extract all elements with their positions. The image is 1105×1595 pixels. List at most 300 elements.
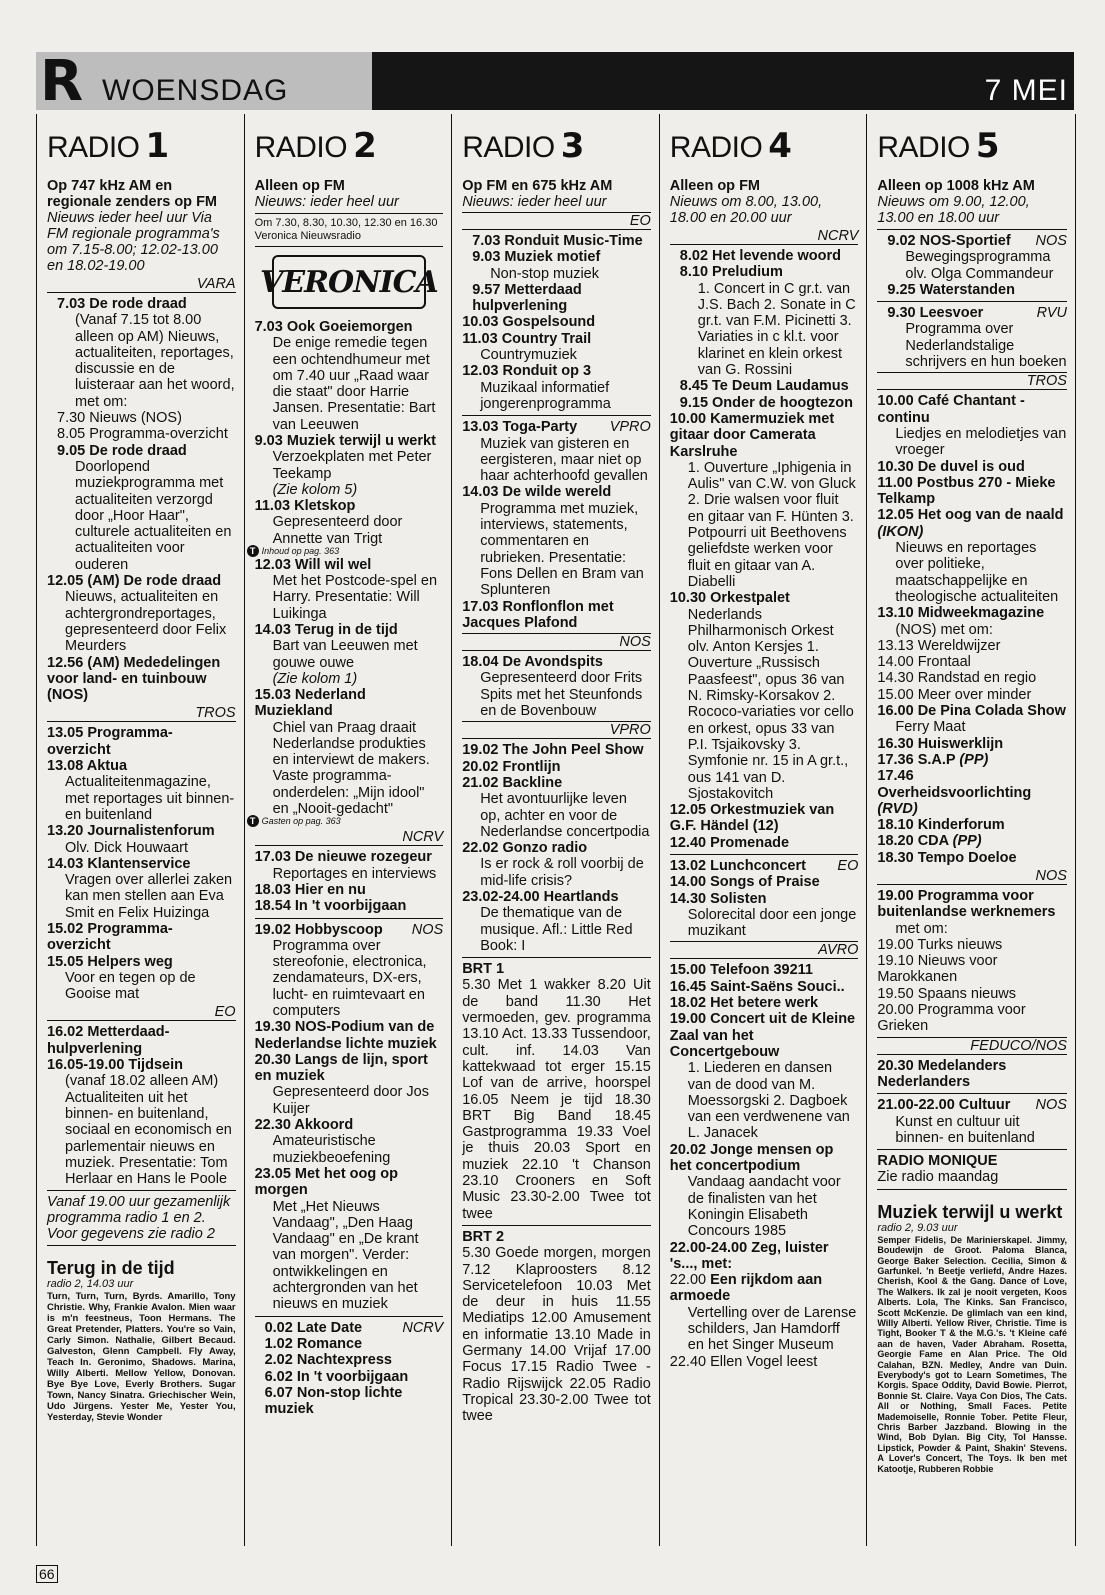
program-entry bbox=[47, 296, 236, 410]
program-desc: Liedjes en melodietjes van vroeger bbox=[895, 425, 1067, 459]
feature-subtitle: radio 2, 14.03 uur bbox=[47, 1278, 134, 1291]
program-entry bbox=[877, 475, 1067, 508]
divider bbox=[462, 957, 651, 958]
program-entry bbox=[255, 922, 444, 1020]
program-title: 8.10 Preludium bbox=[679, 264, 783, 281]
program-entry bbox=[462, 233, 651, 249]
program-desc: Muzikaal informatief jongerenprogramma bbox=[480, 379, 611, 412]
program-desc: Vragen over allerlei zaken kan men stellen aan Eva Smit en Felix Huizinga bbox=[65, 872, 233, 921]
feature-playlist: Turn, Turn, Turn, Byrds. Amarillo, Tony Christie. Why, Frankie Avalon. Mien waar is m'n feestneus, Toon Hermans. The Great Pretender, Platters. You're so Vain, Carly Simon. Nathalie, Gilbert Becaud. Galveston, Glenn Campbell. Fly Away, Teach In. Geronimo, Shadows. Marina, Willy Alberti. Mellow Yellow, Donovan. Bye Bye Love, Everly Brothers. Sugar Town, Nancy Sinatra. Griechischer Wein, Udo Jürgens. Yester Me, Yester You, Yesterday, Stevie Wonder bbox=[47, 1291, 236, 1424]
broadcaster: (PP) bbox=[959, 751, 989, 768]
broadcaster: AVRO bbox=[670, 941, 859, 959]
column-radio2 bbox=[245, 114, 453, 1546]
broadcaster: NCRV bbox=[670, 228, 859, 245]
channel-number: 1 bbox=[145, 126, 169, 166]
program-title: 19.00 Programma voor buitenlandse werknemers bbox=[877, 887, 1056, 921]
program-entry bbox=[462, 314, 651, 330]
divider bbox=[670, 854, 859, 855]
program-desc: Gepresenteerd door Frits Spits met het Steunfonds en de Bovenbouw bbox=[480, 670, 643, 720]
program-entry bbox=[877, 752, 1067, 768]
program-title: 9.03 Muziek terwijl u werkt bbox=[254, 433, 436, 450]
program-desc: met om: bbox=[895, 920, 948, 937]
program-title: 7.03 De rode draad bbox=[57, 296, 187, 312]
program-entry bbox=[670, 1142, 859, 1240]
program-title: 7.03 Ook Goeiemorgen bbox=[254, 319, 413, 335]
program-entry bbox=[670, 1272, 859, 1353]
broadcaster: NOS bbox=[877, 868, 1067, 885]
program-desc: Reportages en interviews bbox=[272, 865, 437, 882]
program-entry: 8.05 Programma-overzicht bbox=[57, 426, 228, 443]
program-title: 6.07 Non-stop lichte muziek bbox=[264, 1384, 403, 1418]
program-desc: Programma met muziek, interviews, statements, commentaren en rubrieken. Presentatie: Fons Dellen en Bram van Splunteren bbox=[480, 500, 644, 599]
program-desc: Ferry Maat bbox=[895, 719, 966, 736]
program-entry bbox=[255, 319, 444, 433]
program-title: 9.05 De rode draad bbox=[57, 442, 187, 459]
program-desc: Non-stop muziek bbox=[490, 265, 599, 282]
feature-title: Terug in de tijd bbox=[47, 1258, 175, 1279]
program-entry bbox=[877, 817, 1067, 833]
program-entry bbox=[877, 768, 1067, 817]
program-entry bbox=[670, 378, 859, 394]
broadcaster: RVU bbox=[1036, 305, 1067, 322]
program-entry bbox=[670, 590, 859, 802]
page-number: 66 bbox=[36, 1565, 58, 1583]
program-entry bbox=[47, 573, 236, 654]
channel-heading bbox=[877, 126, 1067, 166]
program-desc: De thematique van de musique. Afl.: Little Red Book: I bbox=[480, 905, 633, 954]
program-title: 23.02-24.00 Heartlands bbox=[462, 888, 619, 905]
program-ref: (Zie kolom 5) bbox=[272, 481, 358, 498]
program-entry bbox=[255, 1320, 444, 1336]
program-entry bbox=[462, 599, 651, 632]
program-desc: Olv. Dick Houwaart bbox=[65, 839, 189, 856]
program-desc: Het avontuurlijke leven op, achter en voor de Nederlandse concertpodia bbox=[480, 791, 650, 840]
program-entry bbox=[670, 1240, 859, 1273]
program-title: 10.03 Gospelsound bbox=[462, 314, 596, 331]
program-entry bbox=[877, 605, 1067, 638]
program-title: 1.02 Romance bbox=[264, 1335, 363, 1352]
channel-label: RADIO bbox=[669, 131, 763, 164]
program-entry bbox=[462, 742, 651, 758]
page-banner bbox=[36, 49, 1074, 114]
program-entry bbox=[462, 775, 651, 840]
program-entry bbox=[255, 898, 444, 914]
program-desc: Verzoekplaten met Peter Teekamp bbox=[272, 449, 432, 482]
program-title: 8.02 Het levende woord bbox=[679, 248, 841, 264]
program-desc: Programma over stereofonie, electronica, zendamateurs, DX-ers, lucht- en ruimtevaart en computers bbox=[272, 937, 427, 1019]
broadcaster: (IKON) bbox=[877, 523, 924, 540]
divider bbox=[255, 1316, 444, 1317]
program-title: 18.30 Tempo Doeloe bbox=[877, 849, 1017, 866]
channel-note: Nieuws: ieder heel uur bbox=[462, 194, 607, 210]
program-title: 9.57 Metterdaad hulpverlening bbox=[472, 281, 582, 315]
program-title: 0.02 Late Date bbox=[264, 1319, 363, 1336]
program-title: 8.45 Te Deum Laudamus bbox=[679, 378, 849, 395]
program-entry bbox=[877, 1058, 1067, 1091]
program-desc: Doorlopend muziekprogramma met actualiteiten verzorgd door „Hoor Haar", culturele actualiteiten en actualiteiten voor ouderen bbox=[75, 458, 232, 573]
program-entry bbox=[47, 725, 236, 758]
page-reference-text: Inhoud op pag. 363 bbox=[261, 545, 340, 556]
divider bbox=[47, 1190, 236, 1191]
program-entry bbox=[47, 921, 236, 954]
program-entry bbox=[255, 1336, 444, 1352]
program-title: 2.02 Nachtexpress bbox=[264, 1352, 392, 1369]
program-title: 12.05 Orkestmuziek van G.F. Händel (12) bbox=[669, 802, 835, 835]
channel-subtitle: Alleen op FM bbox=[254, 178, 345, 194]
program-entry bbox=[462, 759, 651, 775]
program-title: 10.00 Kamermuziek met gitaar door Camerata Karslruhe bbox=[669, 410, 835, 460]
program-entry bbox=[670, 891, 859, 940]
program-desc: 1. Liederen en dansen van de dood van M. Moessorgski 2. Dagboek van een verdwenene van L. Janacek bbox=[687, 1060, 850, 1142]
program-title: 19.02 Hobbyscoop bbox=[254, 921, 383, 938]
program-desc: (NOS) met om: bbox=[895, 621, 993, 638]
brt2-heading: BRT 2 bbox=[462, 1228, 505, 1245]
program-title: 13.03 Toga-Party bbox=[462, 419, 578, 436]
program-entry: 19.10 Nieuws voor Marokkanen bbox=[877, 953, 998, 986]
program-title: 10.30 Orkestpalet bbox=[669, 590, 790, 607]
channel-heading bbox=[255, 126, 444, 166]
program-title: 18.04 De Avondspits bbox=[462, 654, 603, 671]
radio-letter-logo: R bbox=[40, 49, 84, 114]
brt1-schedule: 5.30 Met 1 wakker 8.20 Uit de band 11.30 Het vermoeden, gev. programma 13.10 Act. 13.33 Tussendoor, cult. inf. 14.03 Van kattekwaad tot erger 15.15 Lof van de arrive, hoorspel 16.05 Neem je tijd 18.30 BRT Big Band 18.45 Gastprogramma 19.33 Voel je thuis 20.03 Sport en muziek 22.10 't Chanson 23.10 Crooners en Soft Music 23.30-2.00 Twee tot twee bbox=[462, 977, 651, 1222]
program-entry bbox=[255, 1352, 444, 1368]
broadcaster: EO bbox=[837, 857, 859, 874]
program-entry bbox=[670, 995, 859, 1011]
broadcaster: TROS bbox=[877, 372, 1067, 390]
program-title: 14.03 Terug in de tijd bbox=[254, 622, 398, 639]
program-desc: Programma over Nederlandstalige schrijvers en hun boeken bbox=[905, 321, 1067, 371]
program-title: 9.25 Waterstanden bbox=[887, 281, 1015, 298]
divider bbox=[877, 1189, 1067, 1190]
program-entry bbox=[255, 882, 444, 898]
program-entry: 19.00 Turks nieuws bbox=[877, 936, 1003, 953]
program-title: 21.02 Backline bbox=[462, 774, 563, 791]
program-entry bbox=[462, 331, 651, 364]
program-desc: Nieuws en reportages over politieke, maatschappelijke en theologische actualiteiten bbox=[895, 540, 1059, 605]
program-entry: 19.50 Spaans nieuws bbox=[877, 985, 1017, 1002]
program-title: 20.02 Jonge mensen op het concertpodium bbox=[669, 1141, 834, 1175]
program-entry bbox=[877, 850, 1067, 866]
veronica-logo: VERONICA bbox=[272, 255, 426, 309]
column-radio3 bbox=[452, 114, 660, 1546]
program-title: 9.02 NOS-Sportief bbox=[887, 233, 1011, 249]
broadcaster: NOS bbox=[462, 633, 651, 651]
channel-subtitle: Op FM en 675 kHz AM bbox=[462, 178, 613, 194]
program-title: 14.00 Songs of Praise bbox=[669, 874, 820, 891]
broadcaster: NCRV bbox=[402, 1319, 444, 1336]
program-entry bbox=[47, 758, 236, 823]
channel-heading bbox=[670, 126, 859, 166]
program-desc: Vandaag aandacht voor de finalisten van het Koningin Elisabeth Concours 1985 bbox=[687, 1174, 841, 1240]
program-title: 22.02 Gonzo radio bbox=[462, 840, 588, 857]
program-title: 18.20 CDA bbox=[877, 833, 949, 850]
program-title: 12.05 (AM) De rode draad bbox=[47, 573, 222, 590]
program-desc: Nederlands Philharmonisch Orkest olv. Anton Kersjes 1. Ouverture „Russisch Paasfeest", opus 36 van N. Rimsky-Korsakov 2. Rococo-variaties vor cello en orkest, opus 33 van P.I. Tsjaikovsky 3. Symfonie nr. 15 in A gr.t., ous 141 van D. Sjostakovitch bbox=[687, 606, 854, 802]
program-entry bbox=[47, 1024, 236, 1057]
program-title: 19.30 NOS-Podium van de Nederlandse lichte muziek bbox=[254, 1019, 437, 1052]
program-entry bbox=[877, 459, 1067, 475]
program-title: 15.02 Programma-overzicht bbox=[47, 920, 173, 954]
program-title: 21.00-22.00 Cultuur bbox=[877, 1097, 1011, 1114]
program-desc: (vanaf 18.02 alleen AM) Actualiteiten uit het binnen- en buitenland, sociaal en economisch en parlementair nieuws en muziek. Presentatie: Tom Herlaar en Hans le Poole bbox=[65, 1073, 232, 1188]
program-title: 16.30 Huiswerklijn bbox=[877, 735, 1004, 752]
broadcaster: VARA bbox=[47, 276, 236, 293]
banner-right bbox=[372, 52, 1074, 110]
program-entry: 20.00 Programma voor Grieken bbox=[877, 1002, 1026, 1035]
program-entry bbox=[877, 282, 1067, 298]
program-entry bbox=[462, 840, 651, 889]
brt1-heading: BRT 1 bbox=[462, 961, 505, 978]
program-title: 13.10 Midweekmagazine bbox=[877, 605, 1045, 622]
program-entry bbox=[877, 305, 1067, 370]
program-entry bbox=[670, 248, 859, 264]
program-entry: 22.40 Ellen Vogel leest bbox=[669, 1353, 818, 1370]
program-title: 18.02 Het betere werk bbox=[669, 995, 819, 1012]
program-entry bbox=[877, 736, 1067, 752]
program-desc: Met „Het Nieuws Vandaag", „Den Haag Vandaag" en „De krant van morgen". Verder: ontwikkelingen en achtergronden van het nieuws en muziek bbox=[272, 1198, 419, 1313]
program-desc: Is er rock & roll voorbij de mid-life crisis? bbox=[480, 856, 644, 889]
banner-left bbox=[36, 49, 372, 114]
program-title: 17.36 S.A.P bbox=[877, 751, 956, 768]
tv-guide-page bbox=[36, 49, 1074, 1562]
divider bbox=[255, 246, 444, 247]
program-entry: 13.13 Wereldwijzer bbox=[877, 637, 1001, 654]
feature-playlist: Semper Fidelis, De Marinierskapel. Jimmy, Boudewijn de Groot. Paloma Blanca, George Baker Selection. Cecilia, Simon & Garfunkel. 'n Beetje verliefd, Andre Hazes. Cherish, Kool & the Gang. Dance of Love, The Walkers. Ik zal je nooit vergeten, Koos Alberts. Lola, The Kinks. San Francisco, Scott McKenzie. De glimlach van een kind, Willy Alberti. Yellow River, Christie. Time is Tight, Booker T & the M.G.'s. 't Kleine café aan de haven, Vader Abraham. Rosetta, Georgie Fame en Alan Price. The Old Calahan, BZN. Medley, Andre van Duin. Everybody's got to Learn Sometimes, The Korgis. Space Oddity, David Bowie. Pierrot, Bonnie St. Claire. Vaya Con Dios, The Cats. All or Nothing, Small Faces. Petite Mademoiselle, Ronnie Tober. Petite Fleur, Chris Barber Jazzband. Blowing in the Wind, Bob Dylan. Big City, Tol Hansse. Lipstick, Powder & Paint, Shakin' Stevens. A Lover's Concert, The Toys. Ik ben met Katootje, Rubberen Robbie bbox=[877, 1234, 1067, 1474]
program-entry bbox=[877, 888, 1067, 937]
program-entry bbox=[462, 282, 651, 315]
divider bbox=[255, 918, 444, 919]
program-entry bbox=[877, 1097, 1067, 1146]
program-title: 12.05 Het oog van de naald bbox=[877, 507, 1064, 524]
program-title: 16.05-19.00 Tijdsein bbox=[47, 1057, 183, 1074]
program-desc: 1. Ouverture „Iphigenia in Aulis" van C.W. von Gluck 2. Drie walsen voor fluit en gitaar van F. Hünten 3. Potpourri uit Beethovens geliefdste werken voor fluit en gitaar van A. Diabelli bbox=[687, 459, 856, 590]
program-title: 17.03 Ronflonflon met Jacques Plafond bbox=[462, 598, 614, 631]
program-entry bbox=[670, 264, 859, 378]
program-entry bbox=[47, 443, 236, 573]
program-entry: 15.00 Meer over minder bbox=[877, 686, 1032, 703]
program-entry bbox=[47, 1057, 236, 1187]
program-entry bbox=[462, 484, 651, 598]
program-title: 17.46 Overheidsvoorlichting bbox=[877, 768, 1032, 801]
broadcaster: FEDUCO/NOS bbox=[877, 1037, 1067, 1055]
column-radio5 bbox=[867, 114, 1075, 1546]
program-title: 12.03 Will wil wel bbox=[254, 556, 372, 573]
divider bbox=[877, 1149, 1067, 1150]
program-entry bbox=[670, 962, 859, 978]
program-desc: Countrymuziek bbox=[480, 347, 577, 364]
program-entry bbox=[670, 979, 859, 995]
program-title: 12.40 Promenade bbox=[669, 834, 790, 851]
program-title: 9.03 Muziek motief bbox=[472, 249, 601, 266]
program-entry bbox=[462, 654, 651, 719]
program-entry bbox=[47, 856, 236, 921]
program-entry bbox=[670, 411, 859, 590]
program-title: 7.03 Ronduit Music-Time bbox=[472, 233, 643, 249]
program-entry: 7.30 Nieuws (NOS) bbox=[57, 410, 182, 427]
program-desc: Voor en tegen op de Gooise mat bbox=[65, 969, 196, 1003]
program-entry bbox=[877, 1153, 1067, 1186]
program-title: 18.10 Kinderforum bbox=[877, 817, 1005, 834]
program-title: 9.30 Leesvoer bbox=[887, 305, 984, 322]
program-desc: Met het Postcode-spel en Harry. Presentatie: Will Luikinga bbox=[272, 573, 438, 622]
program-title: 9.15 Onder de hoogtezon bbox=[679, 394, 853, 411]
program-entry bbox=[255, 1117, 444, 1166]
channel-note: Nieuws: ieder heel uur bbox=[254, 194, 399, 210]
program-title: 15.03 Nederland Muziekland bbox=[254, 686, 366, 720]
broadcaster: VPRO bbox=[462, 721, 651, 739]
program-entry bbox=[255, 1385, 444, 1418]
channel-note: Nieuws ieder heel uur Via FM regionale programma's om 7.15-8.00; 12.02-13.00 en 18.02-19.00 bbox=[47, 210, 220, 274]
channel-heading bbox=[47, 126, 236, 166]
program-entry bbox=[255, 1369, 444, 1385]
program-desc: (Vanaf 7.15 tot 8.00 alleen op AM) Nieuws, actualiteiten, reportages, discussie en de luisteraar aan het woord, met om: bbox=[75, 312, 235, 410]
program-title: 22.00-24.00 Zeg, luister 's..., met: bbox=[669, 1239, 829, 1272]
program-title: 13.20 Journalistenforum bbox=[47, 823, 215, 840]
channel-subtitle: Alleen op FM bbox=[669, 178, 761, 194]
program-title: Een rijkdom aan armoede bbox=[669, 1272, 823, 1305]
program-title: 18.54 In 't voorbijgaan bbox=[254, 898, 407, 915]
divider bbox=[47, 1245, 236, 1246]
info-icon: T bbox=[247, 545, 259, 557]
program-title: 23.05 Met het oog op morgen bbox=[254, 1165, 399, 1199]
program-title: 11.03 Country Trail bbox=[462, 330, 592, 347]
program-title: RADIO MONIQUE bbox=[877, 1153, 998, 1170]
channel-number: 3 bbox=[560, 126, 584, 166]
channel-label: RADIO bbox=[47, 131, 140, 164]
program-entry bbox=[255, 849, 444, 882]
program-entry bbox=[877, 507, 1067, 605]
program-title: 10.00 Café Chantant - continu bbox=[877, 393, 1025, 426]
program-title: 15.00 Telefoon 39211 bbox=[669, 962, 813, 979]
program-entry bbox=[255, 557, 444, 622]
broadcaster: NOS bbox=[1035, 233, 1067, 249]
program-entry bbox=[255, 1019, 444, 1052]
divider bbox=[255, 213, 444, 214]
program-entry bbox=[877, 833, 1067, 849]
program-entry bbox=[255, 687, 444, 817]
program-entry bbox=[462, 419, 651, 484]
program-title: 15.05 Helpers weg bbox=[47, 953, 173, 970]
column-radio1 bbox=[37, 114, 245, 1546]
program-title: 6.02 In 't voorbijgaan bbox=[264, 1368, 409, 1385]
program-title: 20.30 Medelanders Nederlanders bbox=[877, 1057, 1007, 1090]
broadcaster: NCRV bbox=[255, 829, 444, 846]
brt2-schedule: 5.30 Goede morgen, morgen 7.12 Klaproosters 8.12 Servicetelefoon 10.03 Met de deur in huis 11.55 Mediatips 12.00 Amusement en informatie 13.10 Made in Germany 14.00 Vrijaf 17.00 Focus 17.15 Radio Twee - Radio Rijswijck 22.05 Radio Tropical 23.30-2.00 Twee tot twee bbox=[462, 1245, 651, 1425]
channel-number: 2 bbox=[353, 126, 377, 166]
program-desc: Amateuristische muziekbeoefening bbox=[272, 1133, 391, 1166]
program-title: 14.03 Klantenservice bbox=[47, 855, 191, 872]
program-entry bbox=[670, 1011, 859, 1141]
broadcaster: (RVD) bbox=[877, 800, 918, 817]
feature-subtitle: radio 2, 9.03 uur bbox=[877, 1221, 958, 1234]
divider bbox=[877, 301, 1067, 302]
channel-number: 4 bbox=[768, 126, 792, 166]
program-entry bbox=[462, 889, 651, 954]
program-entry bbox=[255, 498, 444, 547]
program-entry bbox=[47, 823, 236, 856]
program-title: 12.56 (AM) Mededelingen voor land- en tuinbouw (NOS) bbox=[47, 654, 221, 704]
channel-subtitle: Alleen op 1008 kHz AM bbox=[877, 178, 1035, 194]
program-entry bbox=[255, 1052, 444, 1117]
program-entry: 14.30 Randstad en regio bbox=[877, 670, 1037, 687]
program-entry: 14.00 Frontaal bbox=[877, 654, 971, 671]
channel-number: 5 bbox=[975, 126, 1000, 166]
program-entry bbox=[255, 1166, 444, 1313]
program-desc: Nieuws, actualiteiten en achtergrondreportages, gepresenteerd door Felix Meurders bbox=[65, 589, 227, 655]
program-entry bbox=[255, 433, 444, 498]
program-desc: Bewegingsprogramma olv. Olga Commandeur bbox=[905, 249, 1054, 282]
program-title: 13.05 Programma-overzicht bbox=[47, 725, 173, 758]
day-label: WOENSDAG bbox=[102, 74, 289, 107]
program-desc: Zie radio maandag bbox=[877, 1169, 999, 1186]
program-desc: 1. Concert in C gr.t. van J.S. Bach 2. Sonate in C gr.t. van F.M. Picinetti 3. Variaties in c kl.t. voor klarinet en klein orkest van G. Rossini bbox=[697, 280, 856, 379]
program-title: 20.02 Frontlijn bbox=[462, 758, 561, 775]
broadcaster: EO bbox=[47, 1004, 236, 1021]
feature-title: Muziek terwijl u werkt bbox=[877, 1201, 1063, 1222]
channel-label: RADIO bbox=[462, 131, 555, 164]
page-reference-text: Gasten op pag. 363 bbox=[261, 816, 341, 827]
program-title: 22.30 Akkoord bbox=[254, 1117, 354, 1134]
program-time: 22.00 bbox=[669, 1272, 707, 1289]
program-entry bbox=[670, 858, 859, 874]
program-title: 11.03 Kletskop bbox=[254, 497, 356, 514]
program-desc: Gepresenteerd door Jos Kuijer bbox=[272, 1084, 429, 1117]
column-radio4 bbox=[660, 114, 868, 1546]
program-title: 16.00 De Pina Colada Show bbox=[877, 703, 1066, 720]
program-title: 14.30 Solisten bbox=[669, 890, 767, 907]
broadcaster: NOS bbox=[411, 921, 444, 938]
program-title: 16.45 Saint-Saëns Souci.. bbox=[669, 978, 845, 995]
info-icon: T bbox=[247, 815, 259, 827]
program-title: 12.03 Ronduit op 3 bbox=[462, 363, 592, 380]
program-entry bbox=[462, 363, 651, 412]
program-entry bbox=[670, 835, 859, 851]
program-desc: De enige remedie tegen een ochtendhumeur met om 7.40 uur „Raad waar die staat" door Harrie Jansen. Presentatie: Bart van Leeuwen bbox=[272, 335, 436, 433]
program-title: 14.03 De wilde wereld bbox=[462, 484, 612, 501]
program-desc: Vertelling over de Larense schilders, Jan Hamdorff en het Singer Museum bbox=[687, 1304, 857, 1354]
channel-heading bbox=[462, 126, 651, 166]
program-entry bbox=[877, 233, 1067, 282]
channel-label: RADIO bbox=[877, 131, 970, 164]
program-entry bbox=[877, 703, 1067, 736]
program-title: 10.30 De duvel is oud bbox=[877, 458, 1025, 475]
broadcaster: TROS bbox=[47, 705, 236, 722]
divider bbox=[877, 1093, 1067, 1094]
schedule-columns bbox=[36, 114, 1076, 1546]
program-title: 13.02 Lunchconcert bbox=[669, 857, 806, 874]
divider bbox=[877, 229, 1067, 230]
program-entry bbox=[255, 622, 444, 687]
news-times: Om 7.30, 8.30, 10.30, 12.30 en 16.30 Veronica Nieuwsradio bbox=[254, 217, 438, 242]
divider bbox=[462, 415, 651, 416]
program-desc: Chiel van Praag draait Nederlandse produkties en interviewt de makers. Vaste programma-onderdelen: „Mijn idool" en „Nooit-gedacht" bbox=[272, 719, 430, 818]
program-desc: Bart van Leeuwen met gouwe ouwe bbox=[272, 638, 418, 671]
program-ref: (Zie kolom 1) bbox=[272, 670, 358, 687]
program-entry bbox=[47, 655, 236, 704]
program-title: 19.02 The John Peel Show bbox=[462, 742, 644, 759]
program-title: 18.03 Hier en nu bbox=[254, 881, 366, 898]
program-title: 11.00 Postbus 270 - Mieke Telkamp bbox=[877, 474, 1056, 508]
program-title: 20.30 Langs de lijn, sport en muziek bbox=[254, 1051, 428, 1085]
program-entry bbox=[877, 393, 1067, 458]
divider bbox=[462, 1225, 651, 1226]
program-entry bbox=[47, 954, 236, 1003]
broadcaster: (PP) bbox=[952, 833, 982, 850]
program-title: 17.03 De nieuwe rozegeur bbox=[254, 849, 432, 866]
program-title: 13.08 Aktua bbox=[47, 758, 128, 775]
program-entry bbox=[462, 249, 651, 282]
channel-subtitle: Op 747 kHz AM en regionale zenders op FM bbox=[47, 178, 217, 210]
